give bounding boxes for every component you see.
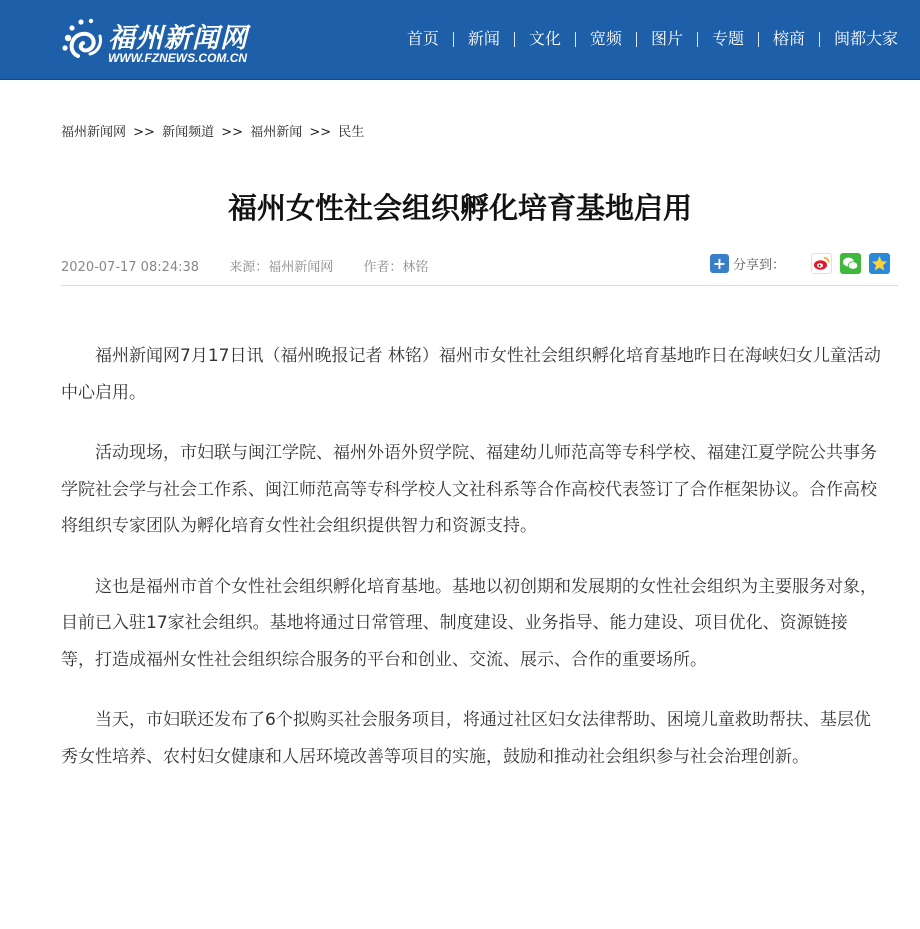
site-logo[interactable] <box>60 10 275 70</box>
breadcrumb-news-channel[interactable]: 新闻频道 <box>162 125 215 140</box>
nav-divider <box>453 32 454 47</box>
article-datetime: 2020-07-17 08:24:38 <box>61 260 200 275</box>
article-source: 来源：福州新闻网 <box>229 260 334 275</box>
nav-divider <box>697 32 698 47</box>
article-title: 福州女性社会组织孵化培育基地启用 <box>227 191 692 225</box>
wechat-share-icon[interactable] <box>840 253 861 274</box>
breadcrumb-home[interactable]: 福州新闻网 <box>61 125 127 140</box>
qzone-share-icon[interactable] <box>869 253 890 274</box>
nav-divider <box>514 32 515 47</box>
meta-info <box>61 256 454 275</box>
nav-video[interactable]: 宽频 <box>589 29 622 48</box>
breadcrumb-fuzhou-news[interactable]: 福州新闻 <box>250 125 303 140</box>
logo-url: WWW.FZNEWS.COM.CN <box>108 51 248 65</box>
nav-minduo[interactable]: 闽都大家 <box>833 29 898 48</box>
nav-culture[interactable]: 文化 <box>528 29 561 48</box>
breadcrumb-separator: >> <box>221 125 244 140</box>
nav-divider <box>758 32 759 47</box>
breadcrumb <box>61 121 364 140</box>
nav-pictures[interactable]: 图片 <box>650 29 683 48</box>
article-paragraph: 当天，市妇联还发布了6个拟购买社会服务项目，将通过社区妇女法律帮助、困境儿童救助帮扶、基层优秀女性培养、农村妇女健康和人居环境改善等项目的实施，鼓励和推动社会组织参与社会治理创新。 <box>61 710 871 767</box>
article-body <box>61 338 881 799</box>
article-paragraph: 福州新闻网7月17日讯（福州晚报记者 林铭）福州市女性社会组织孵化培育基地昨日在海峡妇女儿童活动中心启用。 <box>61 346 881 403</box>
share-plus-icon[interactable]: + <box>710 254 729 273</box>
share-bar <box>710 253 890 274</box>
nav-home[interactable]: 首页 <box>406 29 439 48</box>
nav-news[interactable]: 新闻 <box>467 29 500 48</box>
nav-divider <box>819 32 820 47</box>
main-nav <box>393 26 912 52</box>
logo-title: 福州新闻网 <box>108 23 248 54</box>
nav-divider <box>575 32 576 47</box>
weibo-share-icon[interactable] <box>811 253 832 274</box>
article-meta <box>61 256 898 286</box>
nav-business[interactable]: 榕商 <box>772 29 805 48</box>
site-header <box>0 0 920 80</box>
article-paragraph: 活动现场，市妇联与闽江学院、福州外语外贸学院、福建幼儿师范高等专科学校、福建江夏学院公共事务学院社会学与社会工作系、闽江师范高等专科学校人文社科系等合作高校代表签订了合作框架协议。合作高校将组织专家团队为孵化培育女性社会组织提供智力和资源支持。 <box>61 443 877 536</box>
share-label: 分享到： <box>732 258 785 273</box>
nav-topics[interactable]: 专题 <box>711 29 744 48</box>
breadcrumb-separator: >> <box>133 125 155 140</box>
article-author: 作者：林铭 <box>363 260 429 275</box>
breadcrumb-livelihood[interactable]: 民生 <box>338 125 365 140</box>
article-paragraph: 这也是福州市首个女性社会组织孵化培育基地。基地以初创期和发展期的女性社会组织为主要服务对象，目前已入驻17家社会组织。基地将通过日常管理、制度建设、业务指导、能力建设、项目优化、资源链接等，打造成福州女性社会组织综合服务的平台和创业、交流、展示、合作的重要场所。 <box>61 576 877 670</box>
breadcrumb-separator: >> <box>309 125 332 140</box>
logo-swirl-icon <box>60 16 106 64</box>
nav-divider <box>636 32 637 47</box>
